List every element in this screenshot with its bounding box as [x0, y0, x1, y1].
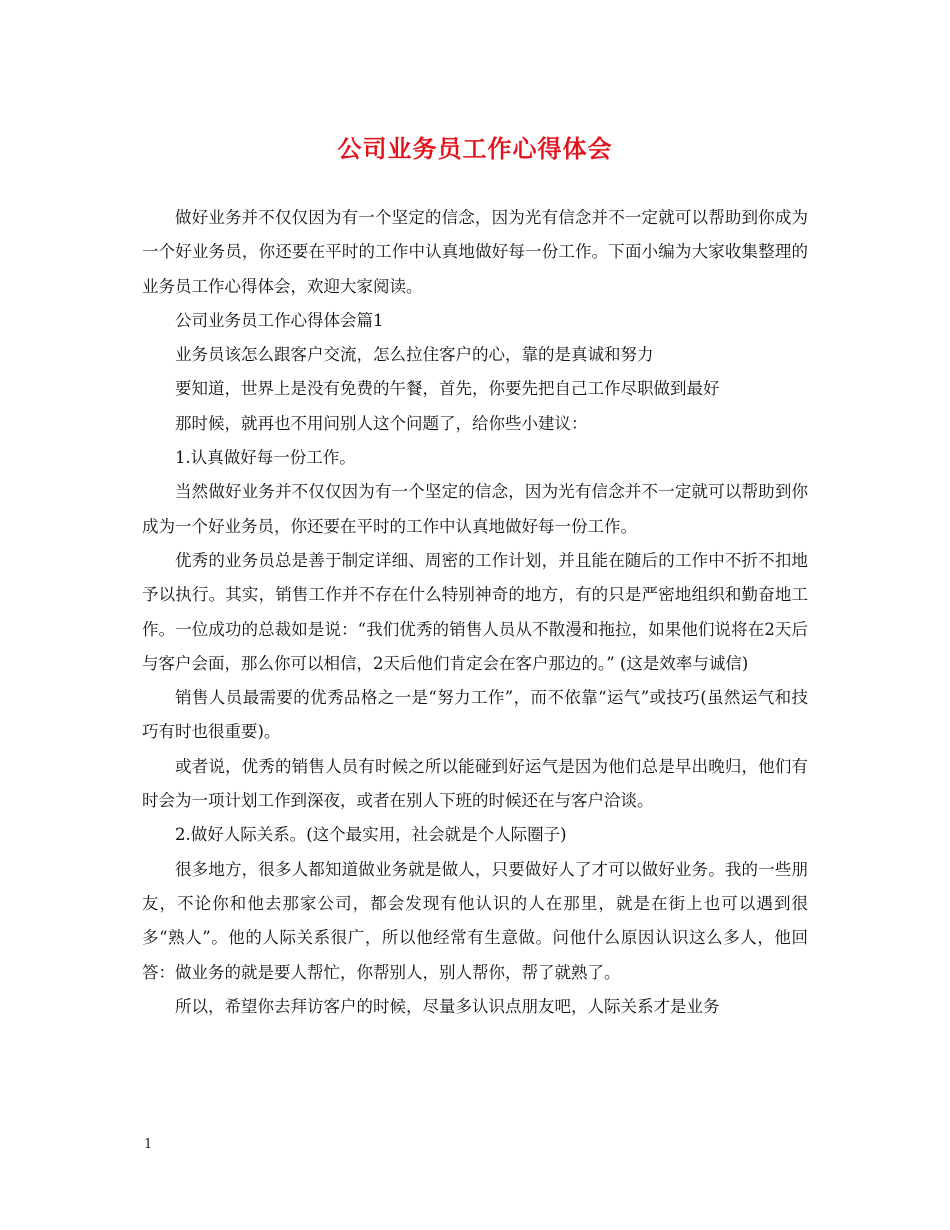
list-item-heading: 2.做好人际关系。(这个最实用，社会就是个人际圈子) — [175, 825, 567, 845]
document-body — [142, 201, 808, 1024]
paragraph: 优秀的业务员总是善于制定详细、周密的工作计划，并且能在随后的工作中不折不扣地予以执行。其实，销售工作并不存在什么特别神奇的地方，有的只是严密地组织和勤奋地工作。一位成功的总裁如是说：“我们优秀的销售人员从不散漫和拖拉，如果他们说将在2天后与客户会面，那么你可以相信，2天后他们肯定会在客户那边的。” (这是效率与诚信) — [142, 550, 808, 673]
paragraph: 所以，希望你去拜访客户的时候，尽量多认识点朋友吧，人际关系才是业务 — [175, 996, 720, 1016]
paragraph: 当然做好业务并不仅仅因为有一个坚定的信念，因为光有信念并不一定就可以帮助到你成为一个好业务员，你还要在平时的工作中认真地做好每一份工作。 — [142, 482, 808, 536]
paragraph: 要知道，世界上是没有免费的午餐，首先，你要先把自己工作尽职做到最好 — [175, 379, 720, 399]
paragraph: 那时候，就再也不用问别人这个问题了，给你些小建议： — [175, 413, 588, 433]
section-heading: 公司业务员工作心得体会篇1 — [175, 310, 384, 330]
page-number: 1 — [144, 1137, 153, 1152]
paragraph: 业务员该怎么跟客户交流，怎么拉住客户的心，靠的是真诚和努力 — [175, 345, 654, 365]
document-title: 公司业务员工作心得体会 — [337, 134, 613, 163]
paragraph: 或者说，优秀的销售人员有时候之所以能碰到好运气是因为他们总是早出晚归，他们有时会为一项计划工作到深夜，或者在别人下班的时候还在与客户洽谈。 — [142, 756, 808, 811]
list-item-heading: 1.认真做好每一份工作。 — [175, 448, 356, 468]
paragraph-intro: 做好业务并不仅仅因为有一个坚定的信念，因为光有信念并不一定就可以帮助到你成为一个好业务员，你还要在平时的工作中认真地做好每一份工作。下面小编为大家收集整理的业务员工作心得体会，欢迎大家阅读。 — [142, 208, 808, 296]
paragraph: 很多地方，很多人都知道做业务就是做人，只要做好人了才可以做好业务。我的一些朋友，不论你和他去那家公司，都会发现有他认识的人在那里，就是在街上也可以遇到很多“熟人”。他的人际关系很广，所以他经常有生意做。问他什么原因认识这么多人，他回答：做业务的就是要人帮忙，你帮别人，别人帮你，帮了就熟了。 — [142, 859, 808, 982]
paragraph: 销售人员最需要的优秀品格之一是“努力工作”，而不依靠“运气”或技巧(虽然运气和技巧有时也很重要)。 — [142, 688, 808, 742]
